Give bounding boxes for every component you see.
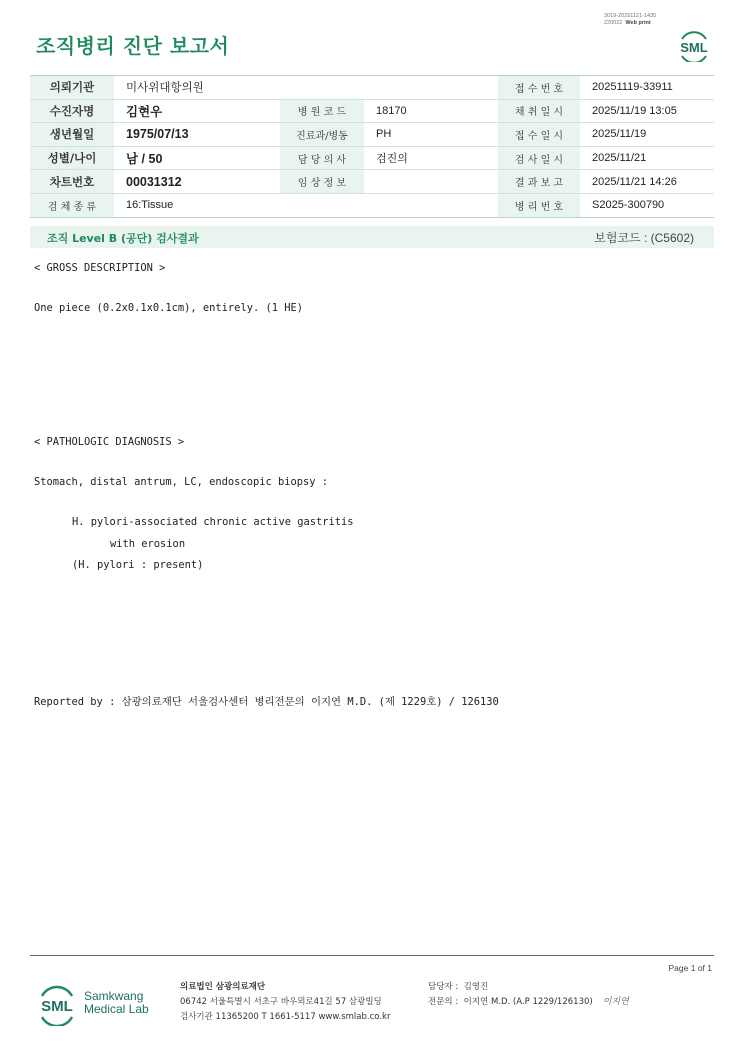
page-number: Page 1 of 1 <box>668 963 712 973</box>
web-print-label: Web print <box>625 20 651 26</box>
label-pathology-number: 병 리 번 호 <box>498 193 580 217</box>
staff-label: 담당자 : <box>428 982 459 992</box>
report-title: 조직병리 진단 보고서 <box>36 34 230 58</box>
reported-by: Reported by : 삼광의료재단 서울검사센터 병리전문의 이지연 M.D. (제 1229호) / 126130 <box>34 696 499 708</box>
footer-logo-text: SML <box>41 998 73 1015</box>
label-receipt-number: 접 수 번 호 <box>498 76 580 100</box>
specialist-name: 이지연 M.D. (A.P 1229/126130) <box>463 997 593 1007</box>
insurance-code: 보험코드 : (C5602) <box>594 231 694 245</box>
value-clinical-info <box>364 170 498 194</box>
value-department: PH <box>364 123 498 147</box>
staff-name: 김영진 <box>463 982 489 992</box>
label-birth-date: 생년월일 <box>30 123 114 147</box>
print-reference-num: 220022 <box>604 20 623 26</box>
diagnosis-line: with erosion <box>110 538 186 550</box>
label-requesting-institution: 의뢰기관 <box>30 76 114 100</box>
print-reference-code: 3019-20251121-1435 <box>604 13 657 19</box>
diagnosis-site: Stomach, distal antrum, LC, endoscopic biopsy : <box>34 476 329 488</box>
value-chart-number: 00031312 <box>114 170 280 194</box>
sml-logo-text: SML <box>680 40 708 55</box>
label-receipt-date: 접 수 일 시 <box>498 123 580 147</box>
value-result-report: 2025/11/21 14:26 <box>580 170 714 194</box>
label-chart-number: 차트번호 <box>30 170 114 194</box>
table-row <box>30 193 714 217</box>
label-hospital-code: 병 원 코 드 <box>280 99 364 123</box>
footer-divider <box>30 955 714 956</box>
table-row <box>30 123 714 147</box>
value-doctor: 검진의 <box>364 146 498 170</box>
print-reference <box>604 13 656 27</box>
value-sex-age: 남 / 50 <box>114 146 280 170</box>
org-contact: 검사기관 11365200 T 1661-5117 www.smlab.co.kr <box>180 1012 391 1022</box>
table-row <box>30 76 714 100</box>
org-name: 의료법인 삼광의료재단 <box>180 982 266 992</box>
footer-brand <box>84 990 149 1016</box>
value-collection-datetime: 2025/11/19 13:05 <box>580 99 714 123</box>
sml-logo-icon <box>676 28 712 62</box>
value-patient-name: 김현우 <box>114 99 280 123</box>
samkwang-logo-icon <box>36 982 78 1026</box>
specialist-label: 전문의 : <box>428 997 459 1007</box>
print-reference-line2 <box>604 20 656 27</box>
footer-org-info <box>180 980 390 1025</box>
label-result-report: 결 과 보 고 <box>498 170 580 194</box>
gross-description-text: One piece (0.2x0.1x0.1cm), entirely. (1 HE) <box>34 302 303 314</box>
value-hospital-code: 18170 <box>364 99 498 123</box>
label-clinical-info: 임 상 정 보 <box>280 170 364 194</box>
value-receipt-number: 20251119-33911 <box>580 76 714 100</box>
table-row <box>30 146 714 170</box>
brand-line1: Samkwang <box>84 989 144 1003</box>
label-collection-datetime: 채 취 일 시 <box>498 99 580 123</box>
label-test-date: 검 사 일 시 <box>498 146 580 170</box>
gross-description-heading: < GROSS DESCRIPTION > <box>34 262 166 274</box>
brand-line2: Medical Lab <box>84 1002 149 1016</box>
section-title: 조직 Level B (공단) 검사결과 <box>47 232 199 245</box>
value-test-date: 2025/11/21 <box>580 146 714 170</box>
table-row <box>30 99 714 123</box>
value-birth-date: 1975/07/13 <box>114 123 280 147</box>
label-doctor: 담 당 의 사 <box>280 146 364 170</box>
diagnosis-line: H. pylori-associated chronic active gastritis <box>72 516 354 528</box>
org-address: 06742 서울특별시 서초구 바우뫼로41길 57 삼광빌딩 <box>180 997 382 1007</box>
patient-info-table <box>30 75 714 218</box>
label-patient-name: 수진자명 <box>30 99 114 123</box>
value-specimen-type: 16:Tissue <box>114 193 498 217</box>
label-sex-age: 성별/나이 <box>30 146 114 170</box>
value-receipt-date: 2025/11/19 <box>580 123 714 147</box>
table-row <box>30 170 714 194</box>
diagnosis-line: (H. pylori : present) <box>72 559 204 571</box>
value-pathology-number: S2025-300790 <box>580 193 714 217</box>
pathologic-diagnosis-heading: < PATHOLOGIC DIAGNOSIS > <box>34 436 185 448</box>
label-department: 진료과/병동 <box>280 123 364 147</box>
signature: 이지연 <box>602 997 629 1007</box>
label-specimen-type: 검 체 종 류 <box>30 193 114 217</box>
value-requesting-institution: 미사위대항의원 <box>114 76 498 100</box>
footer-staff <box>428 980 629 1010</box>
